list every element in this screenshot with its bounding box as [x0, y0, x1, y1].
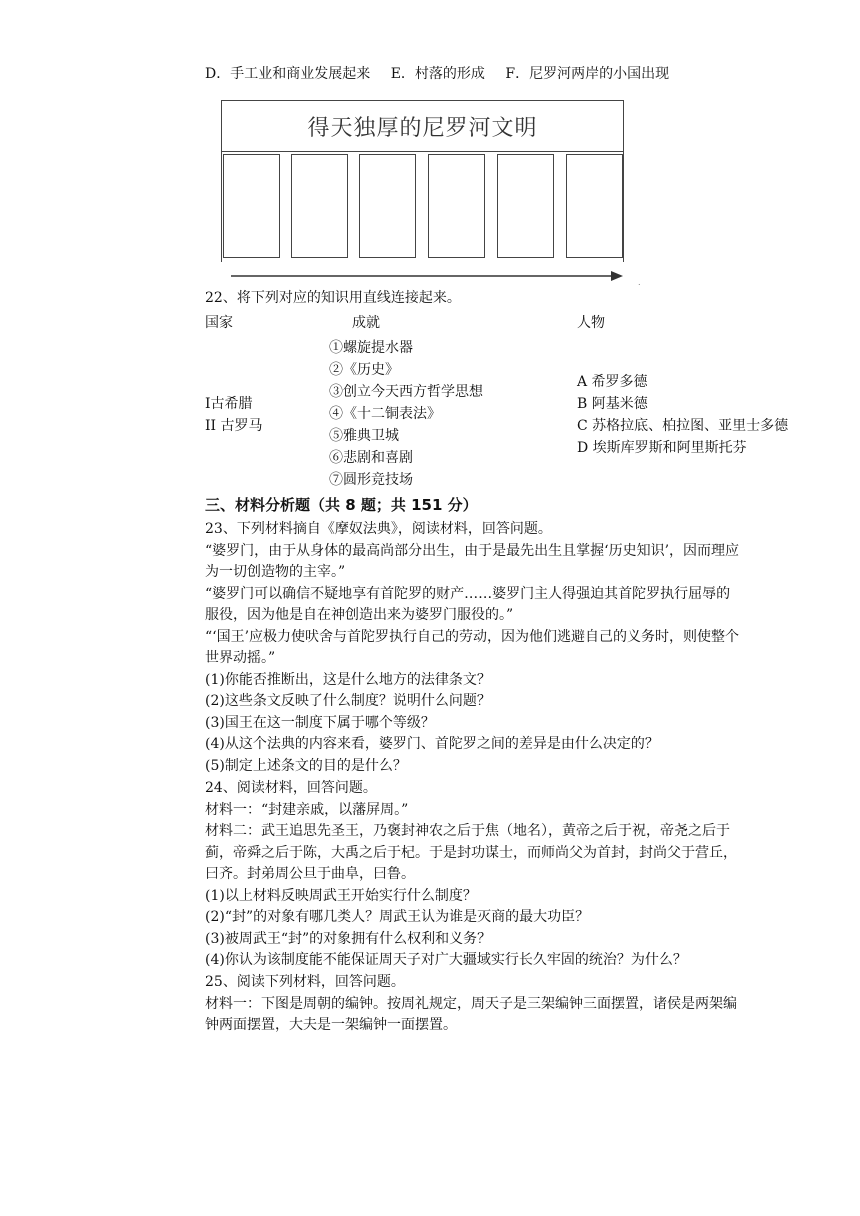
q21-option-d: D．手工业和商业发展起来 — [205, 66, 371, 82]
q23-title: 23、下列材料摘自《摩奴法典》，阅读材料，回答问题。 — [205, 521, 552, 537]
q22-achievement-item: ③创立今天西方哲学思想 — [329, 384, 483, 400]
q22-achievement-item: ④《十二铜表法》 — [329, 406, 441, 422]
q24-title: 24、阅读材料，回答问题。 — [205, 780, 377, 796]
q24-question: (4)你认为该制度能不能保证周天子对广大疆域实行长久牢固的统治？为什么？ — [205, 952, 687, 968]
q23-material-line: “婆罗门，由于从身体的最高尚部分出生，由于是最先出生且掌握‘历史知识’，因而理应 — [205, 542, 740, 559]
q23-material-line: 世界动摇。” — [205, 650, 276, 666]
q24-material-line: 材料一：“封建亲戚，以藩屏周。” — [205, 801, 409, 818]
q22-person-item: D 埃斯库罗斯和阿里斯托芬 — [577, 440, 747, 456]
q22-person-item: B 阿基米德 — [577, 396, 648, 412]
q22-prompt: 22、将下列对应的知识用直线连接起来。 — [205, 290, 461, 306]
q22-achievement-item: ①螺旋提水器 — [329, 340, 413, 356]
q22-country-item: I古希腊 — [205, 396, 253, 412]
diagram-blank-box — [291, 154, 348, 258]
q23-question: (2)这些条文反映了什么制度？说明什么问题？ — [205, 693, 491, 709]
section-heading: 三、材料分析题（共 8 题；共 151 分） — [205, 496, 478, 514]
diagram-blank-box — [223, 154, 280, 258]
q23-question: (1)你能否推断出，这是什么地方的法律条文？ — [205, 671, 491, 688]
q25-title: 25、阅读下列材料，回答问题。 — [205, 974, 405, 990]
q22-header-country: 国家 — [205, 315, 233, 331]
q24-question: (2)“封”的对象有哪几类人？周武王认为谁是灭商的最大功臣？ — [205, 909, 590, 925]
q22-header-achievement: 成就 — [352, 315, 380, 331]
q25-block — [205, 972, 805, 1037]
q24-question: (3)被周武王“封”的对象拥有什么权利和义务？ — [205, 930, 492, 947]
q22-achievement-item: ⑤雅典卫城 — [329, 428, 399, 444]
q23-question: (5)制定上述条文的目的是什么？ — [205, 757, 407, 774]
q21-option-e: E．村落的形成 — [390, 66, 485, 82]
q24-question: (1)以上材料反映周武王开始实行什么制度？ — [205, 887, 477, 904]
q24-material-line: 蓟，帝舜之后于陈，大禹之后于杞。于是封功谋士，而师尚父为首封，封尚父于营丘， — [205, 844, 737, 861]
q25-material-line: 材料一：下图是周朝的编钟。按周礼规定，周天子是三架编钟三面摆置，诸侯是两架编 — [205, 995, 737, 1012]
diagram-blank-box — [566, 154, 623, 258]
q24-material-line: 曰齐。封弟周公旦于曲阜，曰鲁。 — [205, 866, 415, 882]
q22-person-list — [577, 371, 788, 459]
q21-option-f: F．尼罗河两岸的小国出现 — [505, 66, 670, 82]
q22-achievement-item: ⑥悲剧和喜剧 — [329, 450, 413, 466]
q25-material-line: 钟两面摆置，大夫是一架编钟一面摆置。 — [205, 1017, 457, 1033]
q22-person-item: A 希罗多德 — [577, 374, 648, 390]
diagram-frame — [221, 152, 624, 262]
q23-block — [205, 519, 805, 777]
diagram-blank-box — [359, 154, 416, 258]
q22-achievement-item: ⑦圆形竞技场 — [329, 472, 413, 488]
q23-material-line: 为一切创造物的主宰。” — [205, 564, 346, 580]
q23-question: (3)国王在这一制度下属于哪个等级？ — [205, 714, 435, 731]
diagram-blank-box — [428, 154, 485, 258]
q22-achievement-item: ②《历史》 — [329, 362, 399, 378]
q24-material-line: 材料二：武王追思先圣王，乃褒封神农之后于焦（地名），黄帝之后于祝，帝尧之后于 — [205, 823, 730, 839]
diagram-title: 得天独厚的尼罗河文明 — [221, 100, 624, 152]
q23-material-line: “婆罗门可以确信不疑地享有首陀罗的财产……婆罗门主人得强迫其首陀罗执行屈辱的 — [205, 585, 731, 602]
q21-options — [205, 64, 685, 84]
q22-person-item: C 苏格拉底、柏拉图、亚里士多德 — [577, 418, 789, 434]
q24-block — [205, 778, 805, 972]
q22-header-person: 人物 — [577, 315, 605, 331]
q23-material-line: 服役，因为他是自在神创造出来为婆罗门服役的。” — [205, 607, 514, 623]
nile-civilization-diagram — [218, 100, 641, 287]
timeline-arrow-icon — [231, 270, 623, 282]
diagram-blank-box — [497, 154, 554, 258]
q22-achievement-list — [329, 337, 483, 491]
stray-dot: . — [638, 278, 641, 287]
q23-material-line: “‘国王’应极力使吠舍与首陀罗执行自己的劳动，因为他们逃避自己的义务时，则使整个 — [205, 628, 740, 645]
q22-country-item: II 古罗马 — [205, 418, 263, 434]
q23-question: (4)从这个法典的内容来看，婆罗门、首陀罗之间的差异是由什么决定的？ — [205, 736, 659, 752]
q22-country-list — [205, 393, 263, 437]
